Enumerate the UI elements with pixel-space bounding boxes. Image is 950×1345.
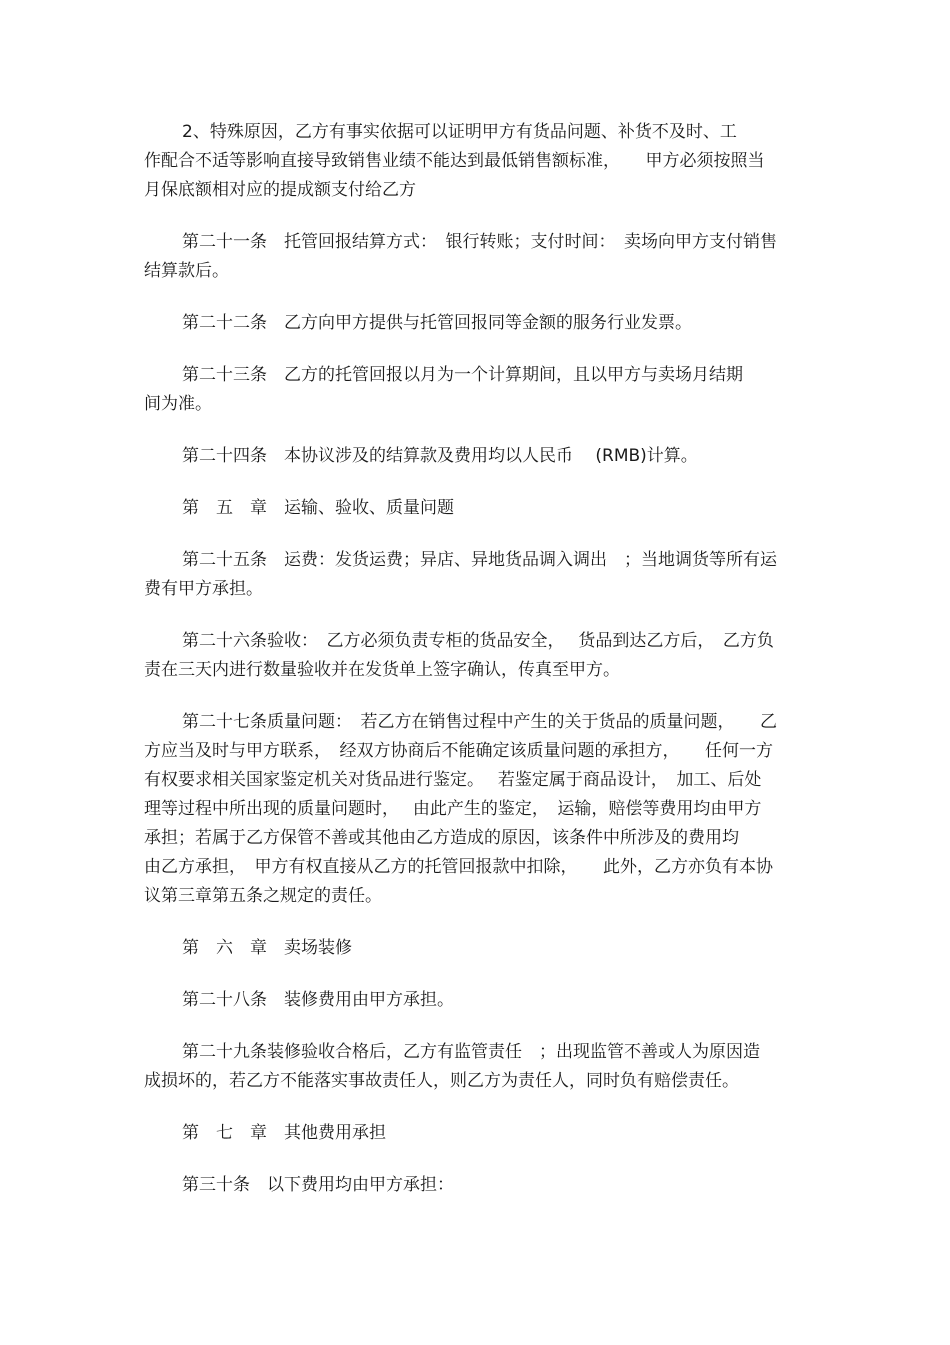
chapter-5-heading <box>144 494 809 523</box>
article-30 <box>144 1171 809 1200</box>
article-22 <box>144 309 809 338</box>
article-24 <box>144 442 809 471</box>
text-line: 有权要求相关国家鉴定机关对货品进行鉴定。 若鉴定属于商品设计， 加工、后处 <box>144 770 762 790</box>
text-line: 第二十二条 乙方向甲方提供与托管回报同等金额的服务行业发票。 <box>182 313 692 333</box>
text-line: 间为准。 <box>144 394 212 414</box>
article-21 <box>144 228 809 286</box>
chapter-6-heading <box>144 934 809 963</box>
document-page <box>144 118 809 1200</box>
text-line: 第二十七条质量问题： 若乙方在销售过程中产生的关于货品的质量问题， 乙 <box>182 712 777 732</box>
text-line: 第二十六条验收： 乙方必须负责专柜的货品安全， 货品到达乙方后， 乙方负 <box>182 631 774 651</box>
text-line: 方应当及时与甲方联系， 经双方协商后不能确定该质量问题的承担方， 任何一方 <box>144 741 773 761</box>
text-line: 议第三章第五条之规定的责任。 <box>144 886 382 906</box>
text-line: 第二十一条 托管回报结算方式： 银行转账；支付时间： 卖场向甲方支付销售 <box>182 232 777 252</box>
text-line: 第二十三条 乙方的托管回报以月为一个计算期间，且以甲方与卖场月结期 <box>182 365 743 385</box>
text-line: 第二十五条 运费：发货运费；异店、异地货品调入调出 ；当地调货等所有运 <box>182 550 777 570</box>
article-29 <box>144 1038 809 1096</box>
text-line: 第二十八条 装修费用由甲方承担。 <box>182 990 454 1010</box>
text-line: 理等过程中所出现的质量问题时， 由此产生的鉴定， 运输，赔偿等费用均由甲方 <box>144 799 762 819</box>
article-27 <box>144 708 809 911</box>
article-23 <box>144 361 809 419</box>
text-line: 月保底额相对应的提成额支付给乙方 <box>144 180 416 200</box>
text-line: 第 七 章 其他费用承担 <box>182 1123 386 1143</box>
text-line: 2、特殊原因，乙方有事实依据可以证明甲方有货品问题、补货不及时、工 <box>182 122 737 142</box>
text-line: 第三十条 以下费用均由甲方承担： <box>182 1175 454 1195</box>
article-28 <box>144 986 809 1015</box>
text-line: 第二十九条装修验收合格后，乙方有监管责任 ；出现监管不善或人为原因造 <box>182 1042 760 1062</box>
text-line: 费有甲方承担。 <box>144 579 263 599</box>
article-26 <box>144 627 809 685</box>
text-line: 第 六 章 卖场装修 <box>182 938 352 958</box>
paragraph-special-reason <box>144 118 809 205</box>
text-line: 由乙方承担， 甲方有权直接从乙方的托管回报款中扣除， 此外，乙方亦负有本协 <box>144 857 773 877</box>
text-line: 第 五 章 运输、验收、质量问题 <box>182 498 454 518</box>
chapter-7-heading <box>144 1119 809 1148</box>
text-line: 成损坏的，若乙方不能落实事故责任人，则乙方为责任人，同时负有赔偿责任。 <box>144 1071 739 1091</box>
text-line: 承担；若属于乙方保管不善或其他由乙方造成的原因，该条件中所涉及的费用均 <box>144 828 739 848</box>
text-line: 结算款后。 <box>144 261 229 281</box>
text-line: 作配合不适等影响直接导致销售业绩不能达到最低销售额标准， 甲方必须按照当 <box>144 151 765 171</box>
article-25 <box>144 546 809 604</box>
text-line: 责在三天内进行数量验收并在发货单上签字确认，传真至甲方。 <box>144 660 620 680</box>
text-line: 第二十四条 本协议涉及的结算款及费用均以人民币 (RMB)计算。 <box>182 446 698 466</box>
